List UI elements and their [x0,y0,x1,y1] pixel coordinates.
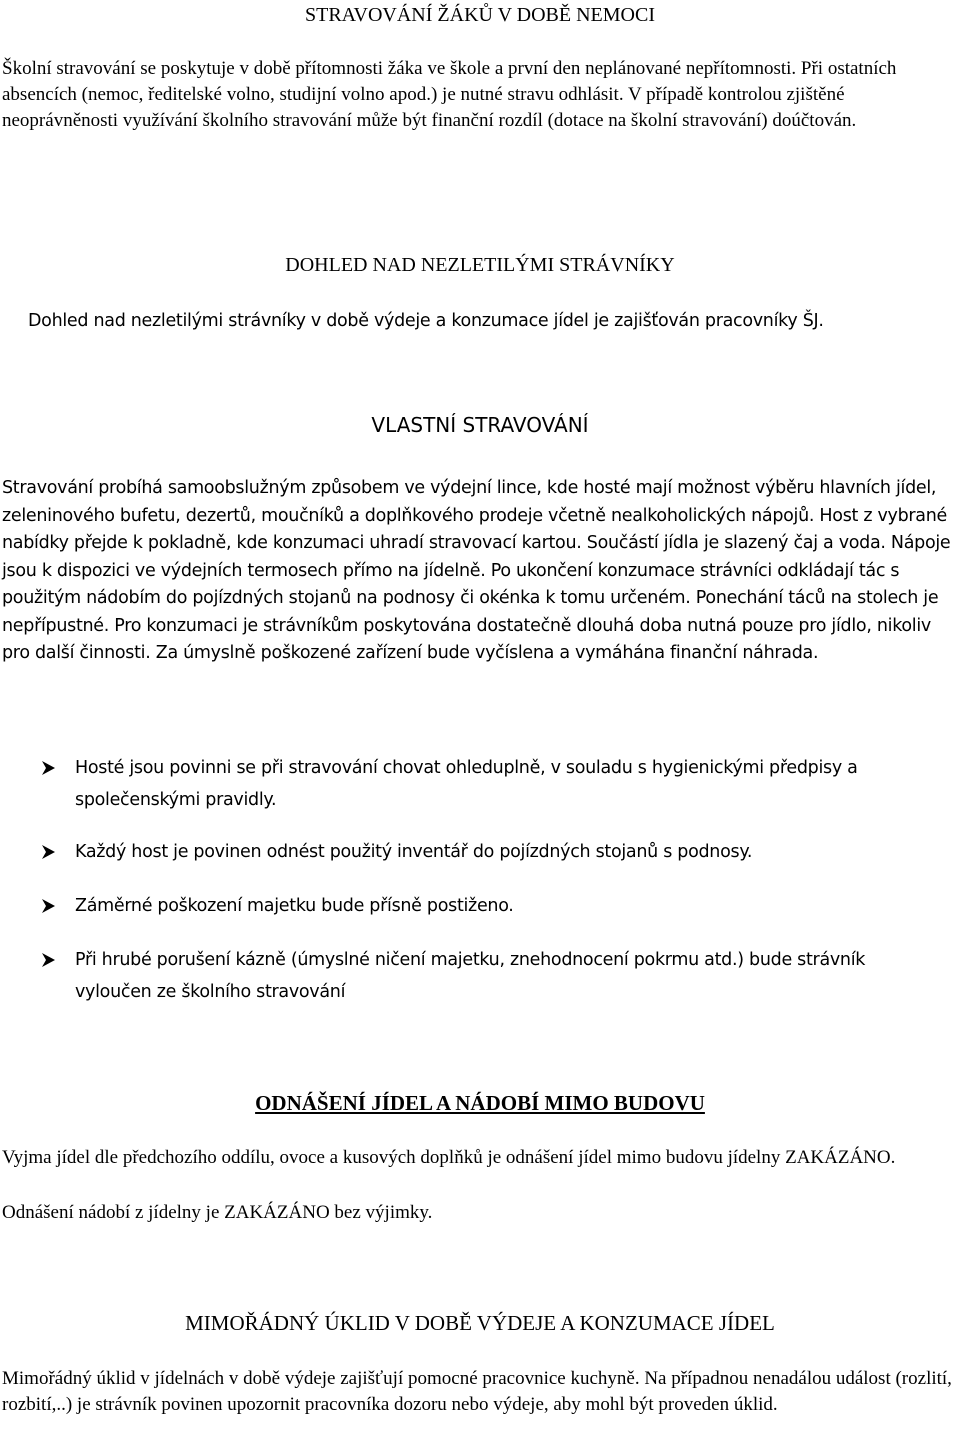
list-item [0,836,960,868]
list-item [0,890,960,922]
rule-text: Záměrné poškození majetku bude přísně postiženo. [75,896,514,916]
list-item [0,752,960,816]
rule-text: Každý host je povinen odnést použitý inventář do pojízdných stojanů s podnosy. [75,842,753,862]
section-text-own-catering: Stravování probíhá samoobslužným způsobem ve výdejní lince, kde hosté mají možnost výběru hlavních jídel, zeleninového bufetu, dezertů, moučníků a doplňkového prodeje včetně nealkoholických nápojů. Host z vybrané nabídky přejde k pokladně, kde konzumaci uhradí stravovací kartou. Součástí jídla je slazený čaj a voda. Nápoje jsou k dispozici ve výdejních termosech přímo na jídelně. Po ukončení konzumace strávníci odkládají tác s použitým nádobím do pojízdných stojanů na podnosy či okénka k tomu určeném. Ponechání táců na stolech je nepřípustné. Pro konzumaci je strávníkům poskytována dostatečně dlouhá doba nutná pouze pro jídlo, nikoliv pro další činnosti. Za úmyslně poškozené zařízení bude vyčíslena a vymáhána finanční náhrada. [2,478,951,663]
rule-text: Při hrubé porušení kázně (úmyslné ničení majetku, znehodnocení pokrmu atd.) bude strávník vyloučen ze školního stravování [75,950,866,1002]
section-title-cleaning: MIMOŘÁDNÝ ÚKLID V DOBĚ VÝDEJE A KONZUMACE JÍDEL [185,1311,775,1335]
arrowhead-bullet-icon [40,844,56,860]
rules-list [0,752,960,1008]
section-text-dishes: Odnášení nádobí z jídelny je ZAKÁZÁNO bez výjimky. [2,1202,433,1223]
section-title-own-catering: VLASTNÍ STRAVOVÁNÍ [371,413,589,437]
section-text-takeaway: Vyjma jídel dle předchozího oddílu, ovoce a kusových doplňků je odnášení jídel mimo budovu jídelny ZAKÁZÁNO. [2,1147,896,1168]
section-text-illness: Školní stravování se poskytuje v době přítomnosti žáka ve škole a první den neplánované nepřítomnosti. Při ostatních absencích (nemoc, ředitelské volno, studijní volno apod.) je nutné stravu odhlásit. V případě kontrolou zjištěné neoprávněnosti využívání školního stravování může být finanční rozdíl (dotace na školní stravování) doúčtován. [2,58,897,131]
arrowhead-bullet-icon [40,952,56,968]
section-text-supervision: Dohled nad nezletilými strávníky v době výdeje a konzumace jídel je zajišťován pracovníky ŠJ. [28,311,824,331]
arrowhead-bullet-icon [40,898,56,914]
section-title-supervision: DOHLED NAD NEZLETILÝMI STRÁVNÍKY [285,254,675,276]
section-title-takeaway: ODNÁŠENÍ JÍDEL A NÁDOBÍ MIMO BUDOVU [255,1091,705,1115]
list-item [0,944,960,1008]
rule-text: Hosté jsou povinni se při stravování chovat ohleduplně, v souladu s hygienickými předpisy a společenskými pravidly. [75,758,858,810]
section-title-illness: STRAVOVÁNÍ ŽÁKŮ V DOBĚ NEMOCI [304,4,656,26]
section-text-cleaning: Mimořádný úklid v jídelnách v době výdeje zajišťují pomocné pracovnice kuchyně. Na případnou nenadálou událost (rozlití, rozbití,..) je strávník povinen upozornit pracovníka dozoru nebo výdeje, aby mohl být proveden úklid. [2,1368,952,1415]
arrowhead-bullet-icon [40,760,56,776]
